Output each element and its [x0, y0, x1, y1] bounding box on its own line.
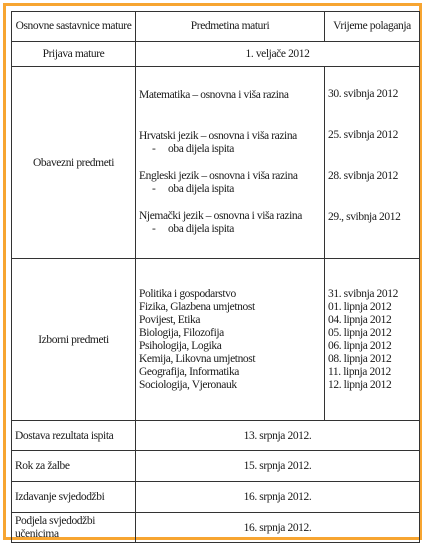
subject-item: Matematika – osnovna i viša razina — [139, 89, 289, 101]
subject-subitem: - oba dijela ispita — [152, 183, 235, 195]
subject-subitem: - oba dijela ispita — [152, 143, 235, 155]
date-item: 31. svibnja 2012 — [328, 287, 398, 300]
subject-item: Sociologija, Vjeronauk — [139, 378, 237, 391]
row-izborni — [12, 259, 420, 421]
row-podjela — [12, 513, 420, 543]
date-item: 04. lipnja 2012 — [328, 313, 392, 326]
matura-schedule-table — [11, 11, 420, 543]
date-item: 11. lipnja 2012 — [328, 365, 391, 378]
date-item: 06. lipnja 2012 — [328, 339, 392, 352]
date-item: 29., svibnja 2012 — [328, 210, 401, 223]
subject-item: Geografija, Informatika — [139, 365, 239, 378]
header-time: Vrijeme polaganja — [325, 12, 420, 42]
podjela-label: Podjela svjedodžbi učenicima — [12, 513, 136, 543]
date-item: 08. lipnja 2012 — [328, 352, 392, 365]
rok-date: 15. srpnja 2012. — [136, 451, 420, 482]
header-components: Osnovne sastavnice mature — [12, 12, 136, 42]
izdavanje-label: Izdavanje svjedodžbi — [12, 482, 136, 513]
row-rok — [12, 451, 420, 482]
izborni-subjects — [136, 259, 325, 421]
subject-item: Psihologija, Logika — [139, 339, 222, 352]
row-obavezni — [12, 67, 420, 259]
izdavanje-date: 16. srpnja 2012. — [136, 482, 420, 513]
obavezni-label: Obavezni predmeti — [12, 67, 136, 259]
subject-item: Njemački jezik – osnovna i viša razina — [139, 210, 302, 222]
podjela-date: 16. srpnja 2012. — [136, 513, 420, 543]
date-item: 01. lipnja 2012 — [328, 300, 392, 313]
date-item: 12. lipnja 2012 — [328, 378, 392, 391]
date-item: 30. svibnja 2012 — [328, 87, 398, 100]
izborni-dates — [325, 259, 420, 421]
row-izdavanje — [12, 482, 420, 513]
date-item: 05. lipnja 2012 — [328, 326, 392, 339]
prijava-label: Prijava mature — [12, 42, 136, 67]
date-item: 28. svibnja 2012 — [328, 169, 398, 182]
table-frame — [3, 3, 422, 540]
rok-label: Rok za žalbe — [12, 451, 136, 482]
subject-item: Hrvatski jezik – osnovna i viša razina — [139, 130, 297, 142]
obavezni-dates — [325, 67, 420, 259]
subject-item: Fizika, Glazbena umjetnost — [139, 300, 255, 313]
izborni-label: Izborni predmeti — [12, 259, 136, 421]
subject-item: Povijest, Etika — [139, 313, 201, 326]
subject-item: Biologija, Filozofija — [139, 326, 224, 339]
subject-item: Engleski jezik – osnovna i viša razina — [139, 170, 298, 182]
row-dostava — [12, 421, 420, 451]
header-subjects: Predmetina maturi — [136, 12, 325, 42]
subject-item: Kemija, Likovna umjetnost — [139, 352, 256, 365]
obavezni-subjects — [136, 67, 325, 259]
date-item: 25. svibnja 2012 — [328, 128, 398, 141]
row-prijava — [12, 42, 420, 67]
prijava-date: 1. veljače 2012 — [136, 42, 420, 67]
header-row — [12, 12, 420, 42]
subject-subitem: - oba dijela ispita — [152, 223, 235, 235]
dostava-date: 13. srpnja 2012. — [136, 421, 420, 451]
dostava-label: Dostava rezultata ispita — [12, 421, 136, 451]
subject-item: Politika i gospodarstvo — [139, 287, 236, 300]
